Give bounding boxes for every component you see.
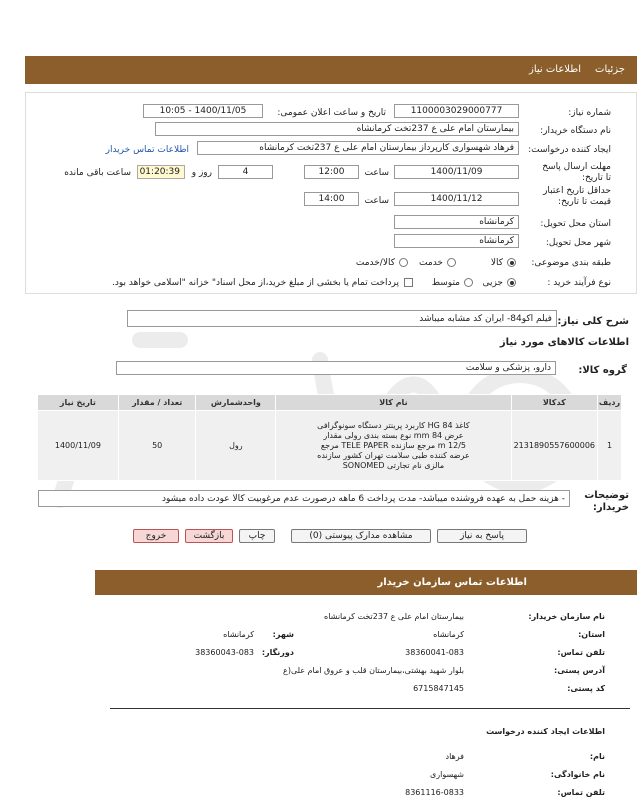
need-number-field: 1100003029000777 bbox=[394, 104, 519, 118]
row-code: 2131890557600006 bbox=[511, 411, 597, 481]
creator-last-name-label: نام خانوادگی: bbox=[550, 770, 605, 779]
row-qty: 50 bbox=[118, 411, 196, 481]
contact-province-label: استان: bbox=[578, 630, 605, 639]
contact-phone: 38360041-083 bbox=[405, 648, 464, 657]
col-qty: تعداد / مقدار bbox=[118, 395, 196, 411]
print-button[interactable]: چاپ bbox=[239, 529, 275, 543]
contact-buyer-name-label: نام سازمان خریدار: bbox=[528, 612, 605, 621]
row-unit: رول bbox=[196, 411, 276, 481]
days-label: روز و bbox=[191, 168, 212, 178]
category-option-service: خدمت bbox=[419, 258, 443, 268]
announce-date-field: 1400/11/05 - 10:05 bbox=[143, 104, 263, 118]
contact-band bbox=[95, 570, 637, 595]
tab-need-info[interactable]: اطلاعات نیاز bbox=[529, 64, 581, 75]
col-date: تاریخ نیاز bbox=[38, 395, 119, 411]
summary-label: شرح کلی نیاز: bbox=[557, 316, 629, 327]
deadline-time-label: ساعت bbox=[364, 168, 389, 178]
contact-city-label: شهر: bbox=[272, 630, 294, 639]
treasury-checkbox[interactable] bbox=[404, 278, 413, 287]
creator-first-name: فرهاد bbox=[445, 752, 464, 761]
creator-info-title: اطلاعات ایجاد کننده درخواست bbox=[486, 727, 605, 736]
attachments-button[interactable]: مشاهده مدارک پیوستی (0) bbox=[291, 529, 431, 543]
category-radio-service[interactable] bbox=[447, 258, 456, 267]
buyer-contact-link[interactable]: اطلاعات تماس خریدار bbox=[105, 145, 189, 155]
goods-section-title: اطلاعات کالاهای مورد نیاز bbox=[499, 337, 629, 348]
row-date: 1400/11/09 bbox=[38, 411, 119, 481]
summary-field: فیلم اکو84- ایران کد مشابه میباشد bbox=[127, 310, 557, 327]
goods-table-header bbox=[38, 395, 622, 411]
process-radio-minor[interactable] bbox=[507, 278, 516, 287]
days-field: 4 bbox=[218, 165, 273, 179]
remaining-time-field: 01:20:39 bbox=[137, 165, 185, 179]
process-option-medium: متوسط bbox=[431, 278, 460, 288]
contact-divider bbox=[110, 708, 630, 709]
deadline-date-field: 1400/11/09 bbox=[394, 165, 519, 179]
header-bar bbox=[25, 56, 637, 84]
buyer-org-label: نام دستگاه خریدار: bbox=[540, 126, 611, 136]
min-valid-time-field: 14:00 bbox=[304, 192, 359, 206]
province-label: استان محل تحویل: bbox=[540, 219, 611, 229]
min-valid-time-label: ساعت bbox=[364, 196, 389, 206]
need-number-label: شماره نیاز: bbox=[568, 108, 611, 118]
process-radio-medium[interactable] bbox=[464, 278, 473, 287]
deadline-time-field: 12:00 bbox=[304, 165, 359, 179]
announce-date-label: تاریخ و ساعت اعلان عمومی: bbox=[277, 108, 386, 118]
contact-fax: 38360043-083 bbox=[195, 648, 254, 657]
min-valid-label: حداقل تاریخ اعتبار قیمت تا تاریخ: bbox=[543, 186, 611, 207]
remaining-label: ساعت باقی مانده bbox=[64, 168, 131, 178]
goods-group-field: دارو، پزشکی و سلامت bbox=[116, 361, 556, 375]
contact-postal-label: کد پستی: bbox=[567, 684, 605, 693]
contact-postal: 6715847145 bbox=[413, 684, 464, 693]
category-radio-both[interactable] bbox=[399, 258, 408, 267]
tab-details[interactable]: جزئیات bbox=[595, 64, 625, 75]
notes-field: - هزینه حمل به عهده فروشنده میباشد- مدت پرداخت 6 ماهه درصورت عدم مرغوبیت کالا عودت داده میشود bbox=[38, 490, 570, 507]
notes-label: توضیحات خریدار: bbox=[584, 490, 629, 513]
process-option-minor: جزیی bbox=[482, 278, 503, 288]
creator-phone: 8361116-0833 bbox=[405, 788, 464, 797]
creator-last-name: شهسواری bbox=[429, 770, 464, 779]
buyer-org-field: بیمارستان امام علی ع 237تخت کرمانشاه bbox=[155, 122, 519, 136]
contact-city: کرمانشاه bbox=[223, 630, 254, 639]
min-valid-date-field: 1400/11/12 bbox=[394, 192, 519, 206]
col-index: ردیف bbox=[598, 395, 622, 411]
goods-table bbox=[37, 394, 622, 481]
category-option-both: کالا/خدمت bbox=[355, 258, 395, 268]
creator-first-name-label: نام: bbox=[589, 752, 605, 761]
creator-label: ایجاد کننده درخواست: bbox=[528, 145, 611, 155]
category-option-goods: کالا bbox=[490, 258, 503, 268]
city-label: شهر محل تحویل: bbox=[545, 238, 611, 248]
category-label: طبقه بندی موضوعی: bbox=[531, 258, 611, 268]
contact-fax-label: دورنگار: bbox=[261, 648, 294, 657]
contact-band-title: اطلاعات تماس سازمان خریدار bbox=[377, 577, 527, 588]
creator-field: فرهاد شهسواری کارپرداز بیمارستان امام علی ع 237تخت کرمانشاه bbox=[197, 141, 519, 155]
col-name: نام کالا bbox=[276, 395, 511, 411]
back-button[interactable]: بازگشت bbox=[185, 529, 233, 543]
row-index: 1 bbox=[598, 411, 622, 481]
deadline-label: مهلت ارسال پاسخ تا تاریخ: bbox=[542, 162, 611, 183]
contact-address-label: آدرس پستی: bbox=[554, 666, 605, 675]
contact-phone-label: تلفن تماس: bbox=[557, 648, 605, 657]
col-code: کدکالا bbox=[511, 395, 597, 411]
table-row bbox=[38, 411, 622, 481]
payment-note: پرداخت تمام یا بخشی از مبلغ خرید،از محل اسناد" خزانه "اسلامی خواهد بود. bbox=[111, 278, 399, 288]
exit-button[interactable]: خروج bbox=[133, 529, 179, 543]
contact-province: کرمانشاه bbox=[433, 630, 464, 639]
process-label: نوع فرآیند خرید : bbox=[547, 278, 611, 288]
col-unit: واحدشمارش bbox=[196, 395, 276, 411]
row-name: کاغذ HG 84 کاربرد پرینتر دستگاه سونوگرافی عرض 84 mm نوع بسته بندی رولی مقدار 12/5 m مرجع سازنده TELE PAPER مرجع عرضه کننده طبی سلامت تهران کشور سازنده مالزی نام تجارتی SONOMED bbox=[276, 411, 511, 481]
province-field: کرمانشاه bbox=[394, 215, 519, 229]
goods-group-label: گروه کالا: bbox=[578, 365, 627, 376]
category-radio-goods[interactable] bbox=[507, 258, 516, 267]
creator-phone-label: تلفن تماس: bbox=[557, 788, 605, 797]
contact-buyer-name: بیمارستان امام علی ع 237تخت کرمانشاه bbox=[324, 612, 464, 621]
city-field: کرمانشاه bbox=[394, 234, 519, 248]
reply-button[interactable]: پاسخ به نیاز bbox=[437, 529, 527, 543]
contact-address: بلوار شهید بهشتی،بیمارستان قلب و عروق امام علی(ع bbox=[283, 666, 464, 675]
